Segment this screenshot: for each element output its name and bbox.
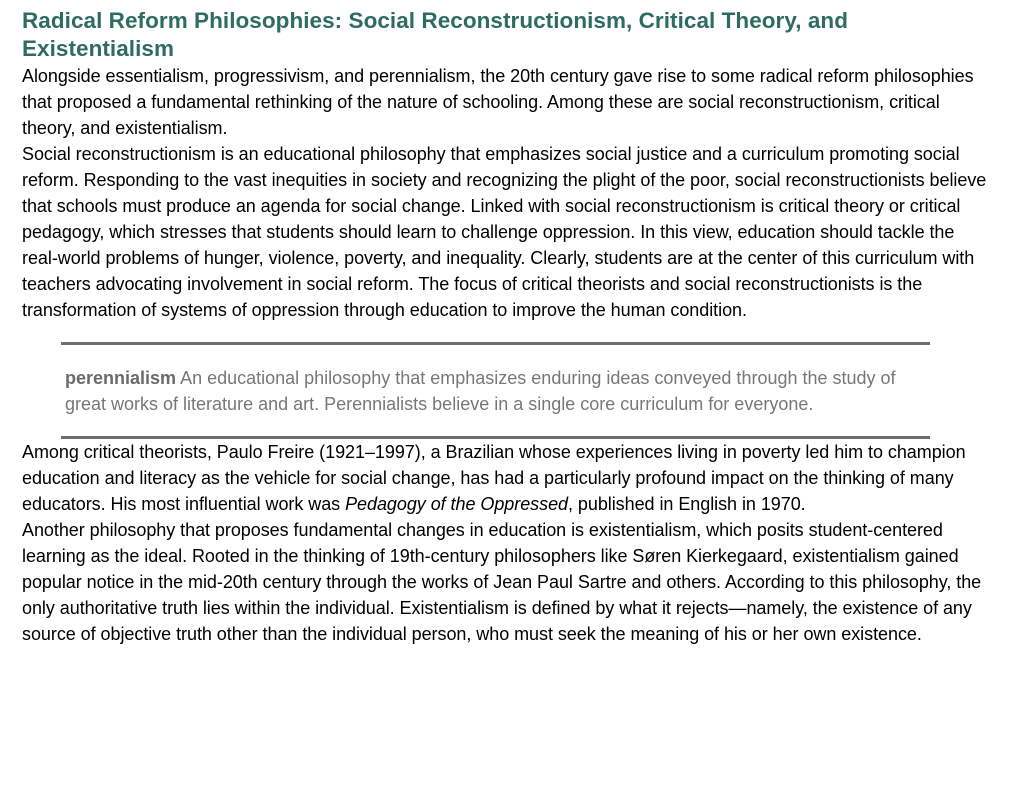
intro-paragraph: Alongside essentialism, progressivism, and perennialism, the 20th century gave rise to some radical reform philosophies that proposed a fundamental rethinking of the nature of schooling. Among these are social reconstructionism, critical theory, and existentialism.	[22, 66, 974, 138]
freire-text-before: Among critical theorists, Paulo Freire (1921–1997), a Brazilian whose experiences living in poverty led him to champion education and literacy as the vehicle for social change, has had a particularly profound impact on the thinking of many educators. His most influential work was	[22, 442, 966, 514]
glossary-callout	[61, 342, 930, 439]
freire-text-after: , published in English in 1970.	[568, 494, 806, 514]
glossary-term: perennialism	[65, 368, 177, 388]
existentialism-paragraph: Another philosophy that proposes fundamental changes in education is existentialism, which posits student-centered learning as the ideal. Rooted in the thinking of 19th-century philosophers like Søren Kierkegaard, existentialism gained popular notice in the mid-20th century through the works of Jean Paul Sartre and others. According to this philosophy, the only authoritative truth lies within the individual. Existentialism is defined by what it rejects—namely, the existence of any source of objective truth other than the individual person, who must seek the meaning of his or her own existence.	[22, 520, 982, 644]
social-reconstructionism-paragraph: Social reconstructionism is an educational philosophy that emphasizes social justice and a curriculum promoting social reform. Responding to the vast inequities in society and recognizing the plight of the poor, social reconstructionists believe that schools must produce an agenda for social change. Linked with social reconstructionism is critical theory or critical pedagogy, which stresses that students should learn to challenge oppression. In this view, education should tackle the real-world problems of hunger, violence, poverty, and inequality. Clearly, students are at the center of this curriculum with teachers advocating involvement in social reform. The focus of critical theorists and social reconstructionists is the transformation of systems of oppression through education to improve the human condition.	[22, 144, 987, 320]
book-title: Pedagogy of the Oppressed	[345, 494, 568, 514]
glossary-definition: An educational philosophy that emphasizes enduring ideas conveyed through the study of great works of literature and art. Perennialists believe in a single core curriculum for everyone.	[65, 368, 896, 414]
freire-paragraph	[22, 439, 994, 517]
section-title: Radical Reform Philosophies: Social Reconstructionism, Critical Theory, and Existentialism	[22, 8, 849, 61]
